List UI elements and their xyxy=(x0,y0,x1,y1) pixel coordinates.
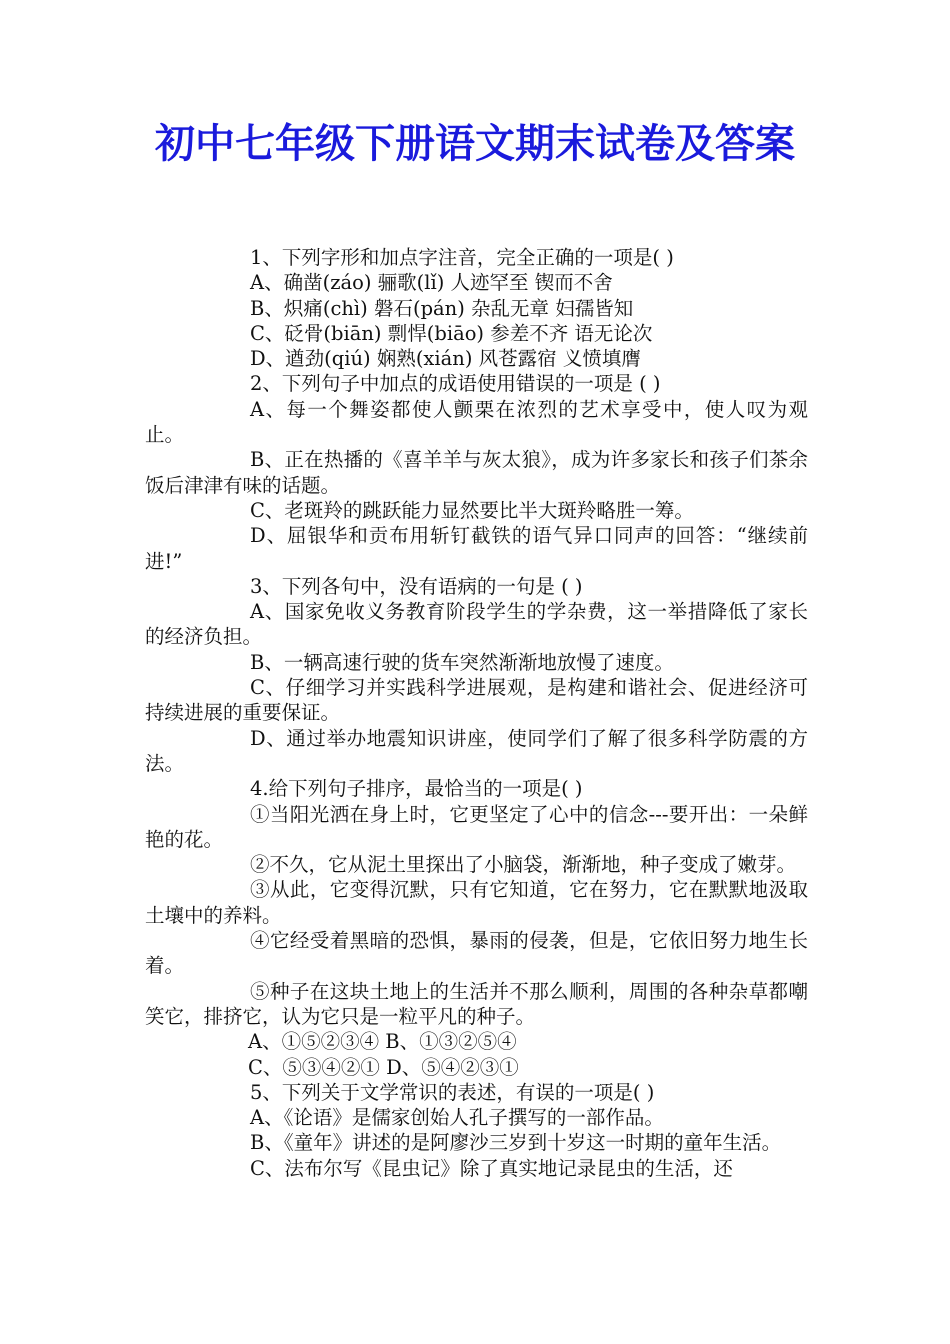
question-4-options-ab: A、①⑤②③④ B、①③②⑤④ xyxy=(248,1030,517,1054)
question-3-option-c: C、仔细学习并实践科学进展观，是构建和谐社会、促进经济可持续进展的重要保证。 xyxy=(145,676,808,725)
question-4-sentence-4: ④它经受着黑暗的恐惧，暴雨的侵袭，但是，它依旧努力地生长着。 xyxy=(145,929,808,978)
question-5-option-b: B、《童年》讲述的是阿廖沙三岁到十岁这一时期的童年生活。 xyxy=(250,1131,782,1155)
question-3-stem: 3、下列各句中，没有语病的一句是 ( ) xyxy=(250,574,583,598)
document-body xyxy=(145,245,808,1181)
question-4-sentence-1: ①当阳光洒在身上时，它更坚定了心中的信念---要开出：一朵鲜艳的花。 xyxy=(145,802,808,851)
question-5-option-a: A、《论语》是儒家创始人孔子撰写的一部作品。 xyxy=(250,1106,664,1130)
question-3-option-a: A、国家免收义务教育阶段学生的学杂费，这一举措降低了家长的经济负担。 xyxy=(145,600,808,649)
question-4-sentence-5: ⑤种子在这块土地上的生活并不那么顺利，周围的各种杂草都嘲笑它，排挤它，认为它只是一粒平凡的种子。 xyxy=(145,979,808,1028)
document-title: 初中七年级下册语文期末试卷及答案 xyxy=(155,120,795,167)
question-1-stem: 1、下列字形和加点字注音，完全正确的一项是( ) xyxy=(250,246,674,269)
question-2-option-b: B、正在热播的《喜羊羊与灰太狼》，成为许多家长和孩子们茶余饭后津津有味的话题。 xyxy=(145,448,808,497)
question-5-option-c: C、法布尔写《昆虫记》除了真实地记录昆虫的生活，还 xyxy=(250,1156,733,1180)
question-2-stem: 2、下列句子中加点的成语使用错误的一项是 ( ) xyxy=(250,372,661,396)
question-4-stem: 4.给下列句子排序，最恰当的一项是( ) xyxy=(250,777,583,801)
question-2-option-a: A、每一个舞姿都使人颤栗在浓烈的艺术享受中，使人叹为观止。 xyxy=(145,397,808,447)
question-1-option-b: B、炽痛(chì) 磐石(pán) 杂乱无章 妇孺皆知 xyxy=(250,296,634,320)
question-3-option-b: B、一辆高速行驶的货车突然渐渐地放慢了速度。 xyxy=(250,650,674,674)
question-2-option-d: D、屈银华和贡布用斩钉截铁的语气异口同声的回答：“继续前进!” xyxy=(145,524,808,573)
question-3-option-d: D、通过举办地震知识讲座，使同学们了解了很多科学防震的方法。 xyxy=(145,726,808,775)
question-4-options-cd: C、⑤③④②① D、⑤④②③① xyxy=(248,1055,519,1079)
question-1-option-a: A、确凿(záo) 骊歌(lǐ) 人迹罕至 锲而不舍 xyxy=(250,271,613,295)
question-4-sentence-2: ②不久，它从泥土里探出了小脑袋，渐渐地，种子变成了嫩芽。 xyxy=(250,853,797,877)
question-4-sentence-3: ③从此，它变得沉默，只有它知道，它在努力，它在默默地汲取土壤中的养料。 xyxy=(145,878,808,927)
question-1-option-d: D、遒劲(qiú) 娴熟(xián) 风苍露宿 义愤填膺 xyxy=(250,347,641,371)
question-2-option-c: C、老斑羚的跳跃能力显然要比半大斑羚略胜一筹。 xyxy=(250,498,694,522)
question-1-option-c: C、砭骨(biān) 剽悍(biāo) 参差不齐 语无论次 xyxy=(250,321,653,345)
question-5-stem: 5、下列关于文学常识的表述，有误的一项是( ) xyxy=(250,1080,655,1104)
